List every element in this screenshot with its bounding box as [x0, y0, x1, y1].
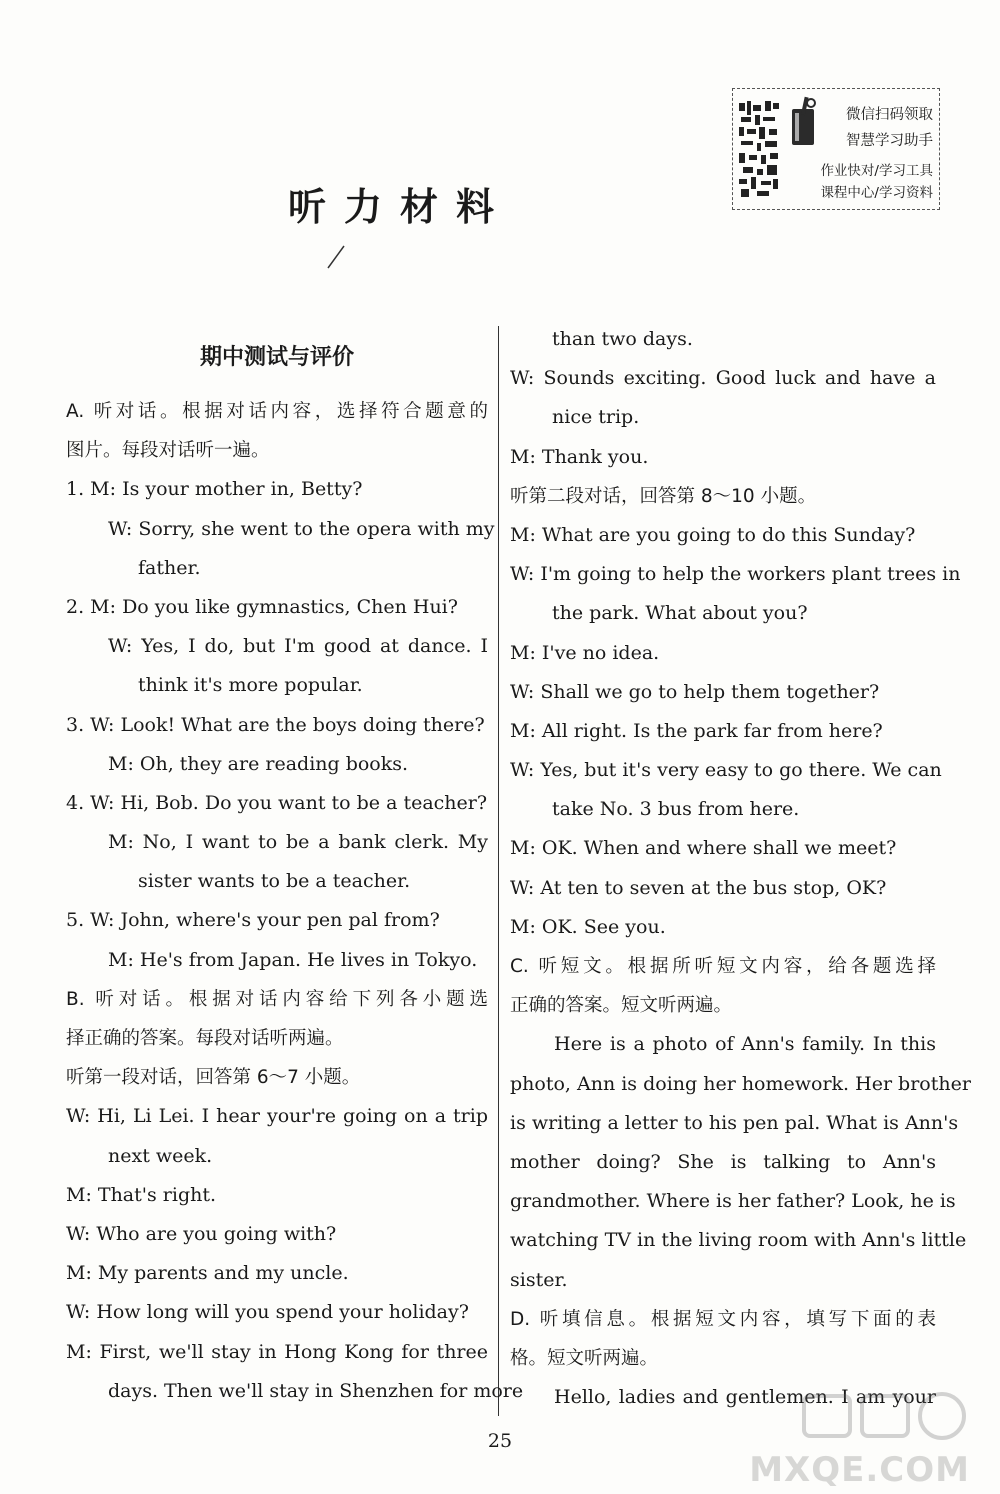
- text-line: M: That's right.: [66, 1183, 217, 1206]
- text-line: W: Sorry, she went to the opera with my: [108, 517, 495, 540]
- left-column: [66, 320, 524, 1411]
- text-line: 5. W: John, where's your pen pal from?: [66, 909, 440, 932]
- text-line: B. 听对话。根据对话内容给下列各小题选: [66, 988, 488, 1010]
- text-line: is writing a letter to his pen pal. What is Ann's: [510, 1111, 959, 1134]
- text-line: 听第一段对话，回答第 6～7 小题。: [66, 1067, 361, 1089]
- text-line: W: Hi, Li Lei. I hear your're going on a trip: [66, 1105, 488, 1128]
- column-divider: [498, 326, 499, 1416]
- text-line: 3. W: Look! What are the boys doing there?: [66, 713, 485, 736]
- text-line: M: All right. Is the park far from here?: [510, 719, 883, 742]
- text-line: M: Thank you.: [510, 445, 649, 468]
- watermark: [749, 1390, 970, 1490]
- text-line: W: Shall we go to help them together?: [510, 680, 880, 703]
- notebook-pencil-icon: [789, 95, 819, 151]
- text-line: 2. M: Do you like gymnastics, Chen Hui?: [66, 595, 458, 618]
- text-line: W: Sounds exciting. Good luck and have a: [510, 367, 936, 390]
- right-text-lines: [510, 320, 971, 1417]
- text-line: mother doing? She is talking to Ann's: [510, 1150, 936, 1173]
- text-line: W: Yes, I do, but I'm good at dance. I: [108, 635, 488, 658]
- text-line: W: How long will you spend your holiday?: [66, 1301, 469, 1324]
- text-line: C. 听短文。根据所听短文内容，给各题选择: [510, 956, 936, 977]
- text-line: M: What are you going to do this Sunday?: [510, 523, 916, 546]
- text-line: M: First, we'll stay in Hong Kong for three: [66, 1340, 488, 1363]
- text-line: sister.: [510, 1268, 568, 1291]
- text-line: 格。短文听两遍。: [510, 1347, 659, 1369]
- text-line: W: Who are you going with?: [66, 1222, 337, 1245]
- section-heading: 期中测试与评价: [199, 345, 354, 370]
- page-number: 25: [487, 1430, 513, 1452]
- text-line: M: He's from Japan. He lives in Tokyo.: [108, 948, 478, 971]
- qr-promo-panel[interactable]: [732, 88, 940, 210]
- text-line: think it's more popular.: [138, 674, 363, 697]
- text-line: M: Oh, they are reading books.: [108, 752, 409, 775]
- text-line: M: OK. See you.: [510, 915, 666, 938]
- text-line: days. Then we'll stay in Shenzhen for more: [108, 1379, 524, 1402]
- text-line: father.: [138, 556, 201, 579]
- text-line: 1. M: Is your mother in, Betty?: [66, 478, 363, 501]
- text-line: the park. What about you?: [552, 602, 808, 625]
- text-line: A. 听对话。根据对话内容，选择符合题意的: [66, 401, 488, 422]
- title-slash-mark: [326, 244, 346, 270]
- qr-code-icon[interactable]: [737, 97, 781, 203]
- text-line: next week.: [108, 1144, 213, 1167]
- right-column: [510, 320, 971, 1417]
- text-line: M: My parents and my uncle.: [66, 1262, 349, 1285]
- text-line: than two days.: [552, 328, 693, 350]
- text-line: D. 听填信息。根据短文内容，填写下面的表: [510, 1308, 936, 1330]
- text-line: 择正确的答案。每段对话听两遍。: [66, 1028, 344, 1049]
- text-line: M: No, I want to be a bank clerk. My: [108, 831, 488, 854]
- text-line: nice trip.: [552, 406, 640, 429]
- watermark-stamp-icon: [800, 1390, 970, 1442]
- text-line: photo, Ann is doing her homework. Her brother: [510, 1072, 971, 1095]
- text-line: Hello, ladies and gentlemen. I am your: [554, 1386, 936, 1409]
- text-line: W: At ten to seven at the bus stop, OK?: [510, 876, 887, 899]
- qr-line-tools: 作业快对/学习工具: [820, 163, 933, 179]
- text-line: W: Yes, but it's very easy to go there. We can: [510, 759, 942, 782]
- text-line: 图片。每段对话听一遍。: [66, 440, 270, 462]
- page-title: 听力材料: [287, 185, 512, 229]
- text-line: M: I've no idea.: [510, 641, 660, 664]
- text-line: sister wants to be a teacher.: [138, 870, 411, 893]
- text-line: W: I'm going to help the workers plant trees in: [510, 563, 961, 586]
- text-line: watching TV in the living room with Ann's little: [510, 1229, 967, 1252]
- text-line: grandmother. Where is her father? Look, he is: [510, 1190, 956, 1213]
- text-line: Here is a photo of Ann's family. In this: [554, 1033, 936, 1056]
- watermark-text: MXQE.COM: [749, 1450, 970, 1490]
- text-line: 4. W: Hi, Bob. Do you want to be a teacher?: [66, 791, 488, 814]
- text-line: 正确的答案。短文听两遍。: [510, 995, 733, 1017]
- text-line: take No. 3 bus from here.: [552, 798, 800, 821]
- text-line: 听第二段对话，回答第 8～10 小题。: [510, 485, 817, 507]
- qr-line-courses: 课程中心/学习资料: [820, 185, 933, 201]
- text-line: M: OK. When and where shall we meet?: [510, 837, 897, 860]
- qr-line-scan: 微信扫码领取: [846, 107, 933, 123]
- left-text-lines: [66, 392, 524, 1411]
- qr-line-assistant: 智慧学习助手: [846, 133, 933, 149]
